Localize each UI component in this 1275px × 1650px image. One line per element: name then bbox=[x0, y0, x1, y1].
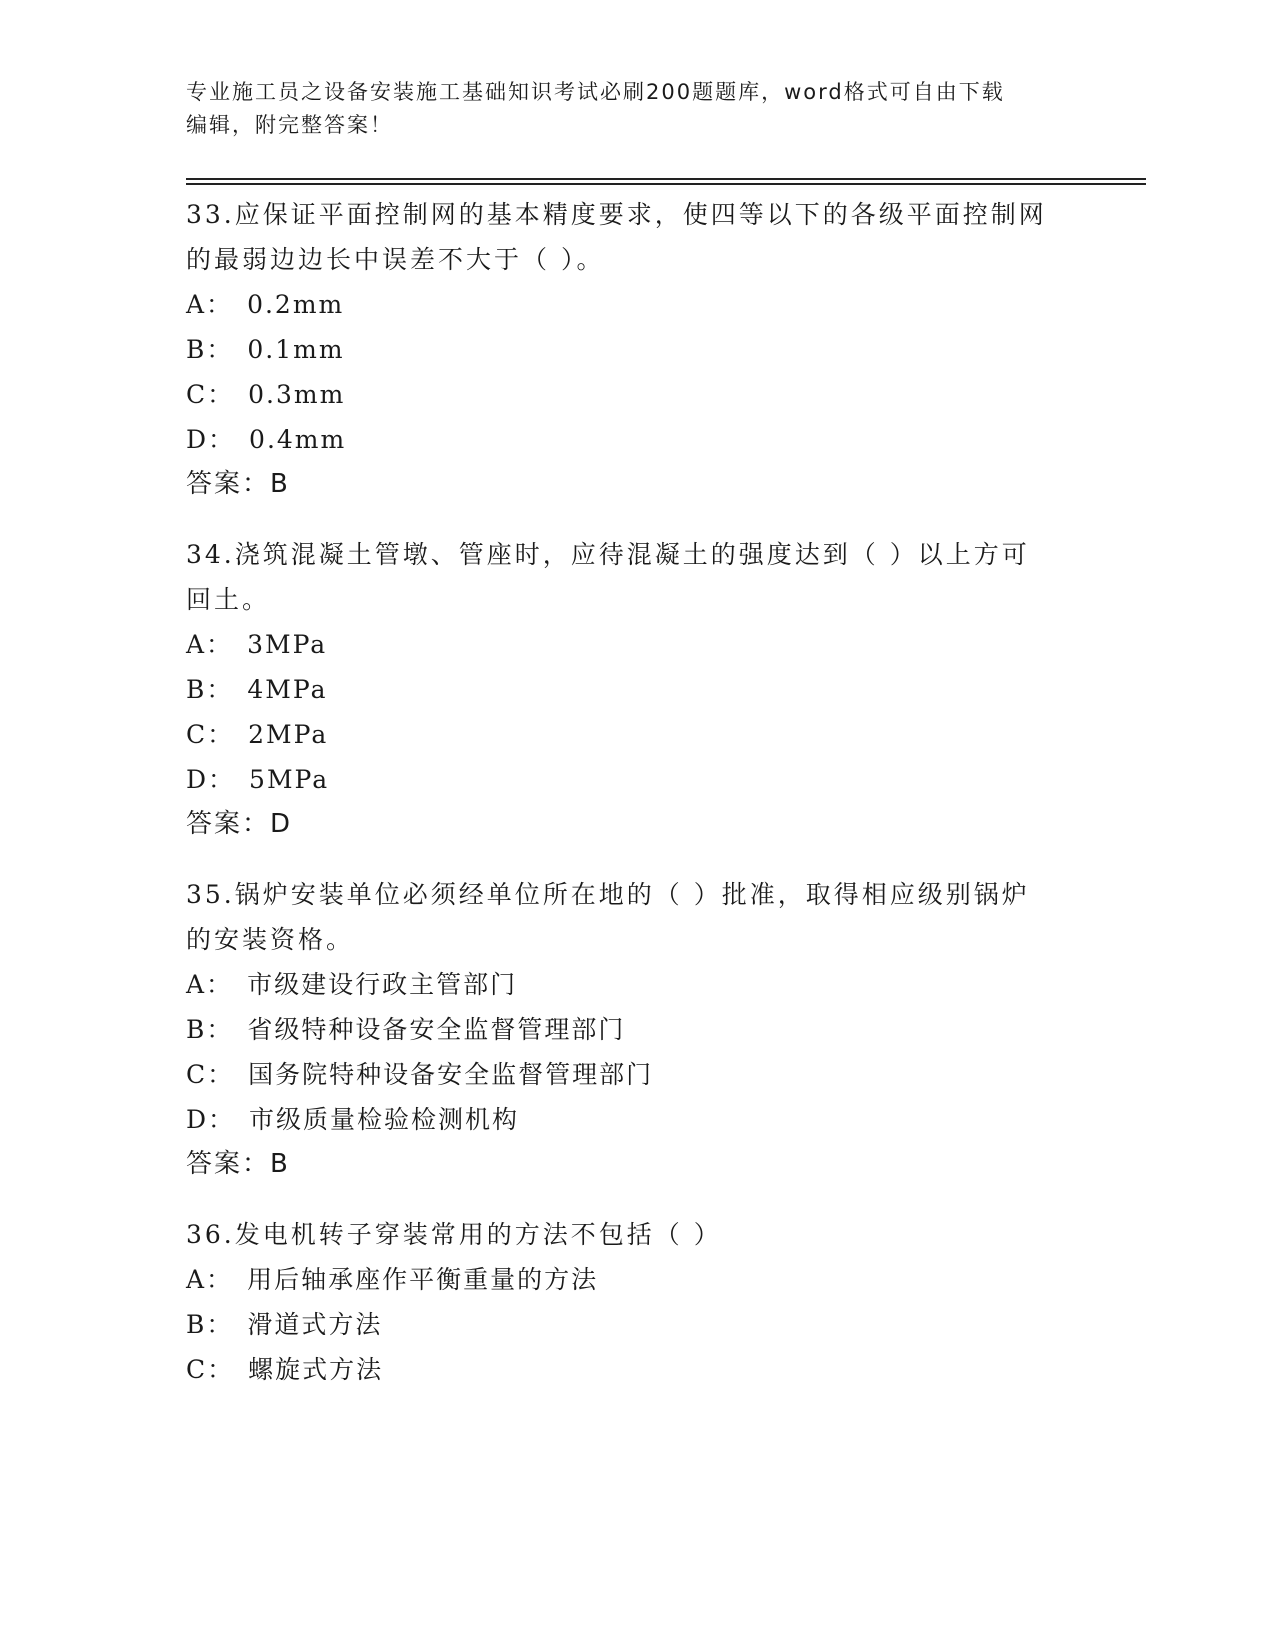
question-text-line: 34.浇筑混凝土管墩、管座时，应待混凝土的强度达到（ ）以上方可 bbox=[186, 540, 1030, 569]
answer-option bbox=[186, 622, 1086, 667]
option-letter: A： bbox=[186, 970, 234, 999]
option-letter: D： bbox=[186, 425, 236, 454]
answer-option bbox=[186, 1052, 1086, 1097]
option-letter: C： bbox=[186, 720, 235, 749]
document-header bbox=[186, 76, 1066, 142]
option-letter: B： bbox=[186, 1015, 234, 1044]
question-text bbox=[186, 532, 1086, 622]
question-block bbox=[186, 1212, 1086, 1392]
answer-option bbox=[186, 417, 1086, 462]
answer-option bbox=[186, 1302, 1086, 1347]
option-letter: C： bbox=[186, 380, 235, 409]
header-title-line-2: 编辑，附完整答案！ bbox=[186, 113, 393, 137]
question-list bbox=[186, 192, 1086, 1418]
option-text: 0.2mm bbox=[247, 290, 345, 319]
answer-option bbox=[186, 712, 1086, 757]
answer-option bbox=[186, 667, 1086, 712]
question-text-line: 的安装资格。 bbox=[186, 925, 355, 954]
option-letter: C： bbox=[186, 1060, 235, 1089]
option-text: 市级建设行政主管部门 bbox=[247, 970, 518, 999]
header-divider-top bbox=[186, 178, 1146, 180]
option-text: 螺旋式方法 bbox=[248, 1355, 384, 1384]
question-block bbox=[186, 532, 1086, 846]
answer-option bbox=[186, 1257, 1086, 1302]
answer-key: 答案：D bbox=[186, 809, 293, 839]
option-text: 3MPa bbox=[247, 630, 328, 659]
option-letter: B： bbox=[186, 675, 234, 704]
question-text-line: 36.发电机转子穿装常用的方法不包括（ ） bbox=[186, 1220, 722, 1249]
question-text-line: 的最弱边边长中误差不大于（ ）。 bbox=[186, 245, 605, 274]
answer-key: 答案：B bbox=[186, 1149, 290, 1179]
answer-option bbox=[186, 962, 1086, 1007]
answer-option bbox=[186, 757, 1086, 802]
option-letter: A： bbox=[186, 630, 234, 659]
answer-option bbox=[186, 372, 1086, 417]
option-text: 5MPa bbox=[249, 765, 330, 794]
option-letter: A： bbox=[186, 1265, 234, 1294]
option-letter: D： bbox=[186, 765, 236, 794]
answer-option bbox=[186, 1097, 1086, 1142]
option-text: 4MPa bbox=[247, 675, 328, 704]
header-title-line-1: 专业施工员之设备安装施工基础知识考试必刷200题题库，word格式可自由下载 bbox=[186, 80, 1005, 104]
answer-option bbox=[186, 1007, 1086, 1052]
option-letter: D： bbox=[186, 1105, 236, 1134]
question-text bbox=[186, 1212, 1086, 1257]
question-text bbox=[186, 872, 1086, 962]
answer-key: 答案：B bbox=[186, 469, 290, 499]
option-text: 滑道式方法 bbox=[247, 1310, 383, 1339]
option-letter: B： bbox=[186, 1310, 234, 1339]
option-letter: A： bbox=[186, 290, 234, 319]
option-text: 2MPa bbox=[248, 720, 329, 749]
answer-option bbox=[186, 282, 1086, 327]
question-text bbox=[186, 192, 1086, 282]
question-text-line: 35.锅炉安装单位必须经单位所在地的（ ）批准，取得相应级别锅炉 bbox=[186, 880, 1030, 909]
option-text: 用后轴承座作平衡重量的方法 bbox=[247, 1265, 599, 1294]
option-text: 市级质量检验检测机构 bbox=[249, 1105, 520, 1134]
answer-option bbox=[186, 327, 1086, 372]
answer-option bbox=[186, 1347, 1086, 1392]
option-letter: B： bbox=[186, 335, 234, 364]
question-block bbox=[186, 192, 1086, 506]
option-text: 0.3mm bbox=[248, 380, 346, 409]
question-block bbox=[186, 872, 1086, 1186]
question-text-line: 回土。 bbox=[186, 585, 271, 614]
option-letter: C： bbox=[186, 1355, 235, 1384]
option-text: 省级特种设备安全监督管理部门 bbox=[247, 1015, 626, 1044]
question-text-line: 33.应保证平面控制网的基本精度要求，使四等以下的各级平面控制网 bbox=[186, 200, 1047, 229]
option-text: 国务院特种设备安全监督管理部门 bbox=[248, 1060, 654, 1089]
option-text: 0.4mm bbox=[249, 425, 347, 454]
option-text: 0.1mm bbox=[247, 335, 345, 364]
header-divider-bottom bbox=[186, 183, 1146, 185]
